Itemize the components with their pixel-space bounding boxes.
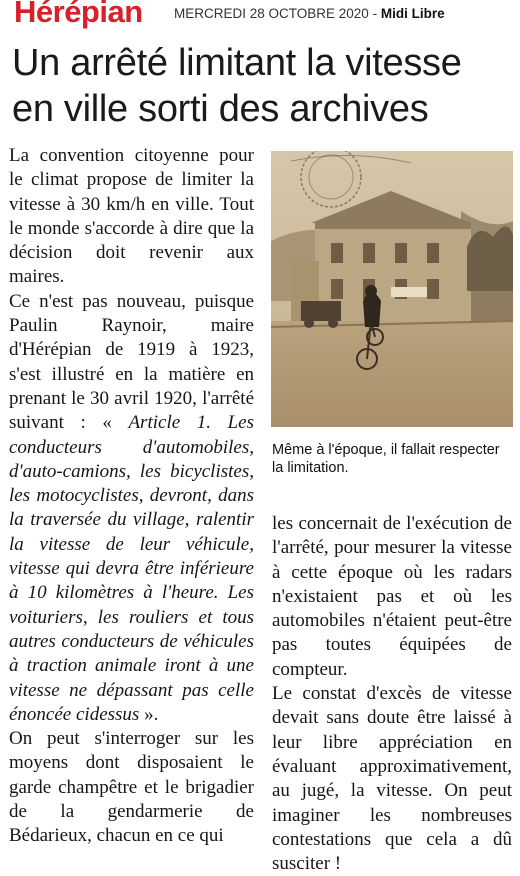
paragraph-conclusion: Le constat d'excès de vitesse devait sans doute être laissé à leur libre appréciation en évaluant approximativement, au jugé, la vitesse. On peut imaginer les nombreuses contestations que cela a dû susciter !	[272, 683, 512, 875]
page-header	[0, 0, 520, 34]
publication-name: Midi Libre	[380, 6, 445, 21]
issue-date: MERCREDI 28 OCTOBRE 2020	[174, 6, 369, 21]
dateline-separator: -	[368, 6, 381, 21]
paragraph-question: On peut s'interroger sur les moyens dont disposaient le garde champêtre et le brigadier de la gendarmerie de Bédarieux, chacun en ce qui	[9, 728, 254, 847]
decree-end: ».	[139, 703, 159, 725]
dateline	[174, 6, 445, 21]
decree-intro: Ce n'est pas nouveau, puisque Paulin Raynoir, maire d'Hérépian de 1919 à 1923, s'est illustré en la matière en prenant le 30 avril 1920, l'arrêté suivant : «	[9, 290, 254, 434]
paragraph-decree	[9, 290, 254, 727]
paragraph-measurement: les concernait de l'exécution de l'arrêté, pour mesurer la vitesse à cette époque où les radars n'existaient pas et où les automobiles n'étaient peut-être pas toutes équipées de compteur.	[272, 513, 512, 680]
archive-photo-image	[271, 151, 513, 427]
article-column-left	[9, 144, 254, 849]
town-name: Hérépian	[14, 0, 143, 29]
article-column-right	[272, 512, 512, 876]
paragraph-intro: La convention citoyenne pour le climat propose de limiter la vitesse à 30 km/h en ville. Tout le monde s'accorde à dire que la décision doit revenir aux maires.	[9, 145, 254, 288]
article-headline: Un arrêté limitant la vitesse en ville sorti des archives	[12, 42, 462, 130]
photo-caption: Même à l'époque, il fallait respecter la limitation.	[272, 442, 500, 476]
archive-photo	[271, 151, 513, 427]
decree-quote: Article 1. Les conducteurs d'automobiles, d'auto-camions, les bicyclistes, les motocyclistes, devront, dans la traversée du village, ralentir la vitesse de leur véhicule, vitesse qui devra être inférieure à 10 kilomètres à l'heure. Les voituriers, les rouliers et tous autres conducteurs de véhicules à traction animale iront à une vitesse ne dépassant pas celle énoncée cidessus	[9, 412, 254, 725]
